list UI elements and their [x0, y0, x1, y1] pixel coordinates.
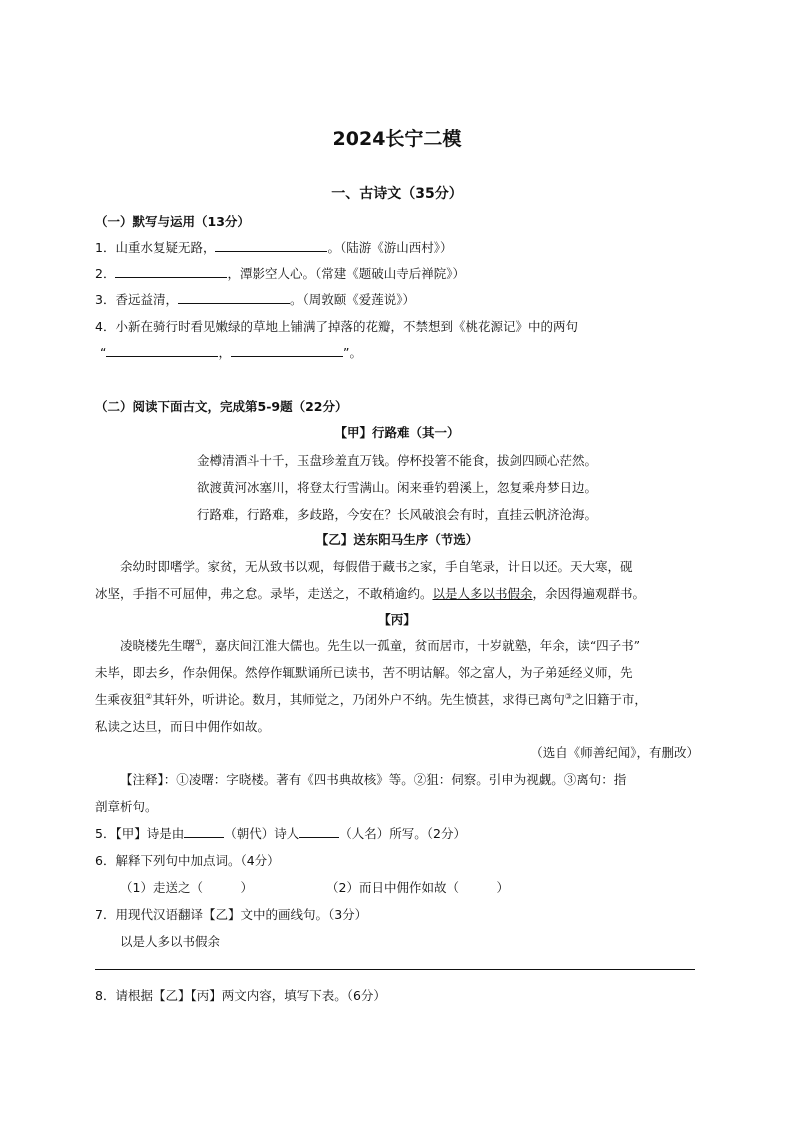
question-6-item-2: （2）而日中佣作如故（ ） — [326, 880, 509, 895]
part2-heading: （二）阅读下面古文，完成第5-9题（22分） — [95, 399, 348, 414]
answer-blank[interactable] — [231, 344, 343, 357]
q5-text: 5．【甲】诗是由 — [95, 826, 185, 841]
page-title: 2024长宁二模 — [332, 128, 462, 150]
question-1 — [95, 238, 452, 256]
question-8: 8．请根据【乙】【丙】两文内容，填写下表。（6分） — [95, 988, 386, 1003]
answer-blank[interactable] — [184, 825, 224, 838]
source-citation: （选自《师善纪闻》，有删改） — [530, 745, 699, 760]
answer-blank[interactable] — [106, 344, 218, 357]
bing-title: 【丙】 — [378, 612, 416, 627]
q5-text: （人名）所写。（2分） — [339, 826, 466, 841]
part1-heading: （一）默写与运用（13分） — [95, 214, 250, 229]
answer-blank[interactable] — [215, 239, 327, 252]
bing-text: 生乘夜狙 — [95, 692, 146, 707]
q2-text: ，潭影空人心。（常建《题破山寺后禅院》） — [227, 266, 465, 281]
jia-title: 【甲】行路难（其一） — [334, 425, 460, 440]
q2-number: 2． — [95, 266, 116, 281]
answer-line[interactable] — [95, 969, 695, 970]
q5-text: （朝代）诗人 — [224, 826, 300, 841]
jia-poem-line: 欲渡黄河冰塞川，将登太行雪满山。闲来垂钓碧溪上，忽复乘舟梦日边。 — [196, 480, 597, 495]
section-heading: 一、古诗文（35分） — [331, 186, 463, 202]
footnote-marker: ③ — [564, 691, 572, 701]
footnote-marker: ① — [195, 637, 203, 647]
comma: ， — [218, 345, 231, 360]
jia-poem-line: 行路难，行路难，多歧路，今安在？长风破浪会有时，直挂云帆济沧海。 — [196, 507, 597, 522]
bing-text: ，嘉庆间江淮大儒也。先生以一孤童，贫而居市，十岁就塾，年余，读“四子书” — [202, 638, 640, 653]
question-2 — [95, 264, 465, 282]
yi-paragraph-line: 余幼时即嗜学。家贫，无从致书以观，每假借于藏书之家，手自笔录，计日以还。天大寒，砚 — [120, 559, 633, 574]
q1-source: 。（陆游《游山西村》） — [327, 240, 453, 255]
annotation-line: 【注释】：①凌曙：字晓楼。著有《四书典故核》等。②狙：伺察。引申为视觑。③离句：指 — [120, 772, 627, 787]
q3-text: 3．香远益清， — [95, 292, 178, 307]
question-5 — [95, 824, 466, 842]
question-3 — [95, 290, 415, 308]
answer-blank[interactable] — [115, 265, 227, 278]
question-6-item-1: （1）走送之（ ） — [120, 880, 253, 895]
bing-paragraph-line: 私读之达旦，而日中佣作如故。 — [95, 719, 271, 734]
bing-paragraph-line — [95, 690, 647, 708]
underlined-sentence: 以是人多以书假余 — [432, 586, 533, 601]
question-7: 7．用现代汉语翻译【乙】文中的画线句。（3分） — [95, 907, 368, 922]
bing-paragraph-line: 未毕，即去乡，作杂佣保。然停作辄默诵所已读书，苦不明诂解。邻之富人，为子弟延经义师，先 — [95, 665, 633, 680]
bing-text: 凌晓楼先生曙 — [120, 638, 196, 653]
close-quote: ”。 — [343, 345, 362, 360]
question-6: 6．解释下列句中加点词。（4分） — [95, 853, 280, 868]
answer-blank[interactable] — [178, 291, 290, 304]
bing-text: 其轩外，听讲论。数月，其师觉之，乃闭外户不纳。先生愤甚，求得已离句 — [152, 692, 565, 707]
q1-text: 1．山重水复疑无路， — [95, 240, 216, 255]
bing-paragraph-line — [120, 636, 640, 654]
yi-title: 【乙】送东阳马生序（节选） — [315, 532, 479, 547]
bing-text: 之旧籍于市， — [571, 692, 647, 707]
footnote-marker: ② — [145, 691, 153, 701]
yi-text: 冰坚，手指不可屈伸，弗之怠。录毕，走送之，不敢稍逾约。 — [95, 586, 433, 601]
open-quote: “ — [100, 345, 107, 360]
annotation-line: 剖章析句。 — [95, 799, 158, 814]
jia-poem-line: 金樽清酒斗十千，玉盘珍羞直万钱。停杯投箸不能食，拔剑四顾心茫然。 — [196, 453, 597, 468]
question-4-line2 — [100, 343, 362, 361]
q3-source: 。（周敦颐《爱莲说》） — [289, 292, 415, 307]
translation-sentence: 以是人多以书假余 — [120, 934, 221, 949]
yi-text: ，余因得遍观群书。 — [532, 586, 646, 601]
answer-blank[interactable] — [299, 825, 339, 838]
question-4-line1: 4．小新在骑行时看见嫩绿的草地上铺满了掉落的花瓣，不禁想到《桃花源记》中的两句 — [95, 319, 578, 334]
yi-paragraph-line — [95, 584, 645, 602]
